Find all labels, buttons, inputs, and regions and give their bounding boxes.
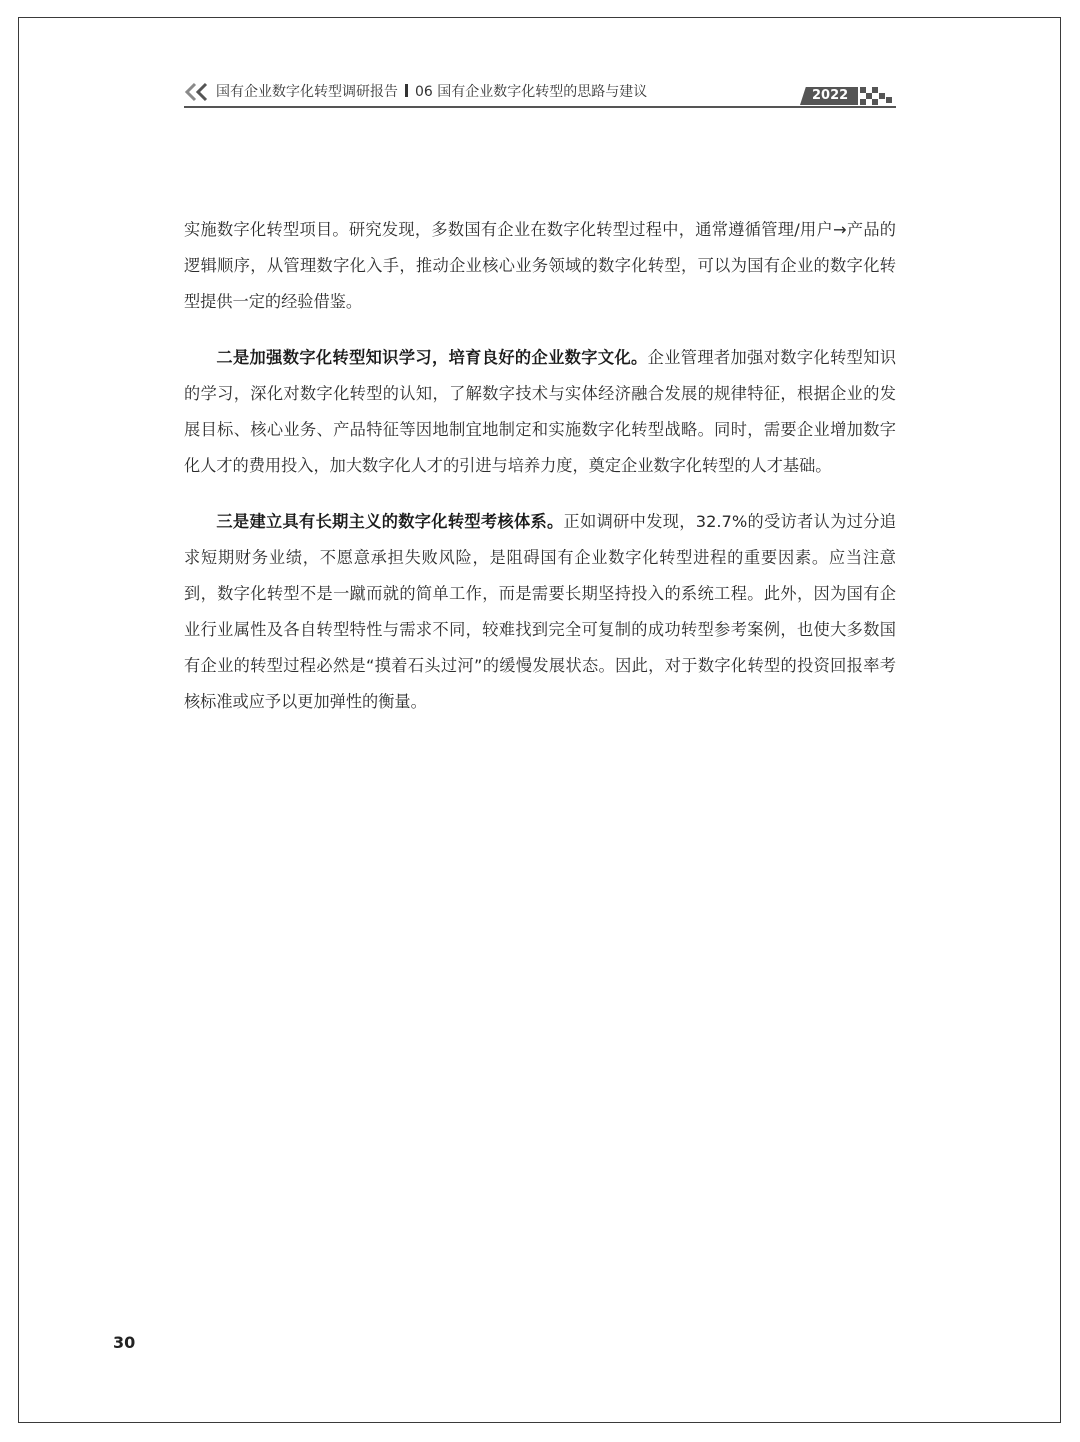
double-chevron-left-icon (184, 82, 210, 102)
header-title (216, 82, 647, 102)
year-badge (800, 87, 894, 105)
body-text (184, 212, 896, 740)
page-number: 30 (113, 1333, 136, 1352)
year-label: 2022 (812, 88, 849, 103)
paragraph-1: 实施数字化转型项目。研究发现，多数国有企业在数字化转型过程中，通常遵循管理/用户→产品的逻辑顺序，从管理数字化入手，推动企业核心业务领域的数字化转型，可以为国有企业的数字化转型提供一定的经验借鉴。 (184, 220, 896, 311)
pixel-decoration (872, 87, 878, 93)
pixel-decoration (872, 99, 878, 105)
paragraph-2-heading: 二是加强数字化转型知识学习，培育良好的企业数字文化。 (216, 348, 648, 367)
report-title: 国有企业数字化转型调研报告 (216, 84, 398, 100)
chapter-title: 06 国有企业数字化转型的思路与建议 (415, 84, 648, 100)
header-separator (405, 84, 408, 97)
paragraph-3-body: 正如调研中发现，32.7%的受访者认为过分追求短期财务业绩，不愿意承担失败风险，是阻碍国有企业数字化转型进程的重要因素。应当注意到，数字化转型不是一蹴而就的简单工作，而是需要长期坚持投入的系统工程。此外，因为国有企业行业属性及各自转型特性与需求不同，较难找到完全可复制的成功转型参考案例，也使大多数国有企业的转型过程必然是“摸着石头过河”的缓慢发展状态。因此，对于数字化转型的投资回报率考核标准或应予以更加弹性的衡量。 (184, 512, 896, 711)
paragraph-3-heading: 三是建立具有长期主义的数字化转型考核体系。 (216, 512, 564, 531)
header-rule (184, 106, 896, 108)
paragraph-3 (184, 504, 896, 720)
paragraph-2-body: 企业管理者加强对数字化转型知识的学习，深化对数字化转型的认知，了解数字技术与实体经济融合发展的规律特征，根据企业的发展目标、核心业务、产品特征等因地制宜地制定和实施数字化转型战略。同时，需要企业增加数字化人才的费用投入，加大数字化人才的引进与培养力度，奠定企业数字化转型的人才基础。 (184, 348, 897, 475)
pixel-decoration (860, 99, 866, 105)
paragraph-2 (184, 340, 896, 484)
running-header (184, 80, 896, 106)
pixel-decoration (886, 97, 892, 103)
pixel-decoration (879, 93, 885, 99)
